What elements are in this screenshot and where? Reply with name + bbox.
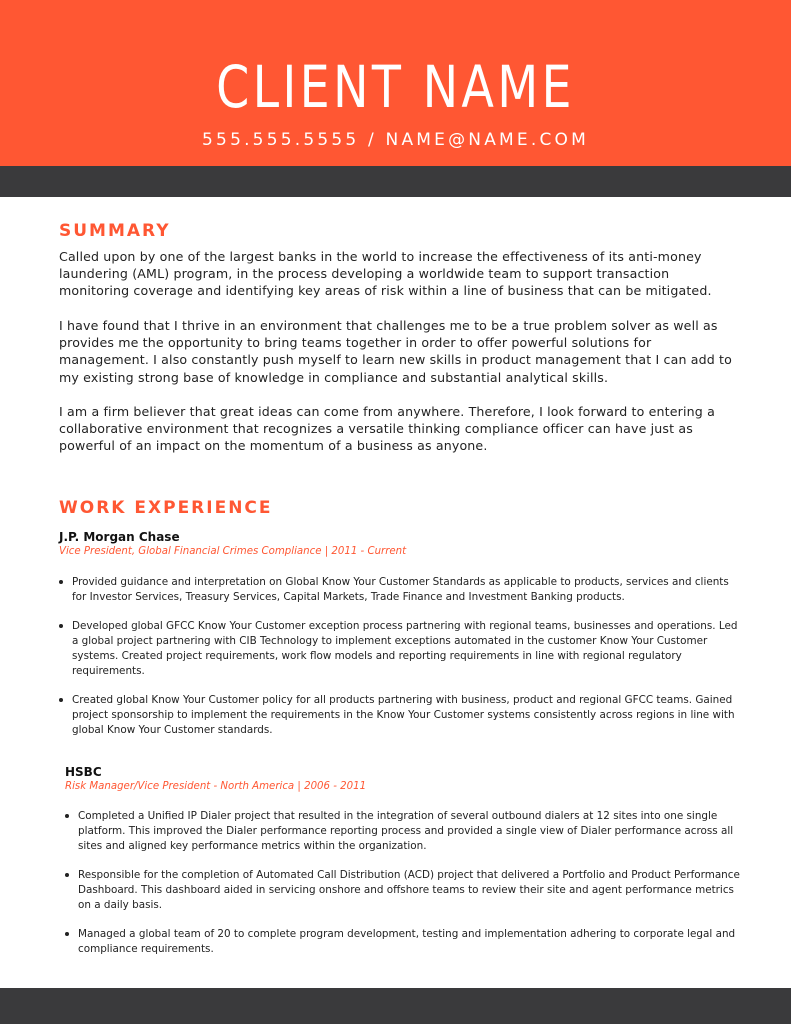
work-experience-heading: WORK EXPERIENCE [59,498,273,518]
summary-paragraph-3: I am a firm believer that great ideas can come from anywhere. Therefore, I look forward to entering a collaborative environment that recognizes a versatile thinking compliance officer can have just as powerful of an impact on the momentum of a business as anyone. [59,404,715,454]
bullet-dot [65,932,69,936]
list-item [65,868,745,913]
bullet-text: Created global Know Your Customer policy for all products partnering with business, product and regional GFCC teams. Gained project sponsorship to implement the requirements in the Know Your Customer systems consistently across regions in line with global Know Your Customer standards. [72,694,735,736]
list-item [59,575,743,605]
bullet-dot [59,580,63,584]
bullet-dot [59,698,63,702]
bullet-text: Responsible for the completion of Automated Call Distribution (ACD) project that delivered a Portfolio and Product Performance Dashboard. This dashboard aided in servicing onshore and offshore teams to review their site and agent performance metrics on a daily basis. [78,869,740,911]
job-company-hsbc: HSBC [65,765,102,779]
job-role-hsbc: Risk Manager/Vice President - North America | 2006 - 2011 [65,781,367,792]
list-item [59,693,743,738]
header-dark-band [0,166,791,197]
bullet-text: Provided guidance and interpretation on Global Know Your Customer Standards as applicable to products, services and clients for Investor Services, Treasury Services, Capital Markets, Trade Finance and Investment Banking products. [72,576,729,603]
bullet-text: Completed a Unified IP Dialer project that resulted in the integration of several outbound dialers at 12 sites into one single platform. This improved the Dialer performance reporting process and provided a single view of Dialer performance across all sites and aligned key performance metrics within the organization. [78,810,734,852]
bullet-dot [59,624,63,628]
bullet-dot [65,814,69,818]
job-role-jpmorgan: Vice President, Global Financial Crimes Compliance | 2011 - Current [59,546,407,557]
footer-dark-band [0,988,791,1024]
contact-info: 555.555.5555 / NAME@NAME.COM [202,130,589,150]
job-bullets-jpmorgan [59,575,743,752]
bullet-dot [65,873,69,877]
summary-paragraph-1: Called upon by one of the largest banks in the world to increase the effectiveness of its anti-money laundering (AML) program, in the process developing a worldwide team to support transaction monitoring coverage and identifying key areas of risk within a line of business that can be mitigated. [59,249,712,299]
summary-heading: SUMMARY [59,221,171,241]
bullet-text: Developed global GFCC Know Your Customer exception process partnering with regional teams, businesses and operations. Led a global project partnering with CIB Technology to implement exceptions automated in the customer Know Your Customer systems. Created project requirements, work flow models and reporting requirements in line with regional regulatory requirements. [72,620,738,677]
header-banner [0,0,791,166]
summary-paragraph-2: I have found that I thrive in an environment that challenges me to be a true problem solver as well as provides me the opportunity to bring teams together in order to offer powerful solutions for management. I also constantly push myself to learn new skills in product management that I can add to my existing strong base of knowledge in compliance and substantial analytical skills. [59,318,732,385]
list-item [65,927,745,957]
list-item [59,619,743,679]
job-company-jpmorgan: J.P. Morgan Chase [59,530,180,544]
job-bullets-hsbc [65,809,745,971]
bullet-text: Managed a global team of 20 to complete program development, testing and implementation adhering to corporate legal and compliance requirements. [78,928,736,955]
list-item [65,809,745,854]
client-name: CLIENT NAME [216,53,575,121]
